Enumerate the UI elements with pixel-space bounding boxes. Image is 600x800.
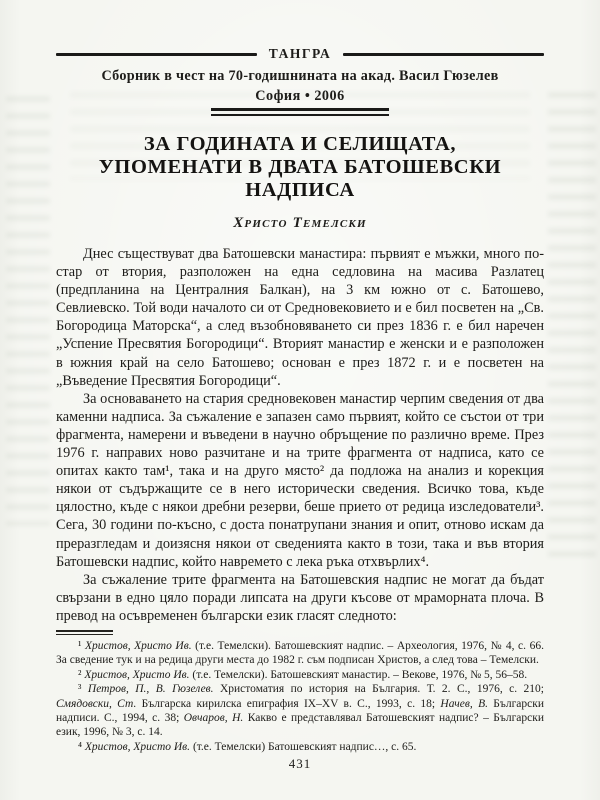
place-and-year: София • 2006 xyxy=(255,88,345,104)
article-body xyxy=(56,245,544,625)
series-title: ТАНГРА xyxy=(268,46,332,61)
footnote: ¹ Христов, Христо Ив. (т.е. Темелски). Батошевският надпис. – Археология, 1976, № 4, с. 66. За сведение тук и на редица други места до 1982 г. съм подписан Христов, а след това – Темелски. xyxy=(56,639,544,667)
paragraph: За съжаление трите фрагмента на Батошевския надпис не могат да бъдат свързани в едно цяло поради липсата на други късове от мраморната плоча. В превод на осъвременен български език гласят следното: xyxy=(56,571,544,624)
header-rule-left xyxy=(56,53,257,56)
footnote: ² Христов, Христо Ив. (т.е. Темелски). Батошевският манастир. – Векове, 1976, № 5, 56–58. xyxy=(78,668,528,681)
page-number: 431 xyxy=(288,756,312,771)
article-title-line2: УПОМЕНАТИ В ДВАТА БАТОШЕВСКИ НАДПИСА xyxy=(98,156,502,201)
footnote-separator-rule xyxy=(56,630,113,635)
article-title-line1: ЗА ГОДИНАТА И СЕЛИЩАТА, xyxy=(143,133,457,155)
header-rule-right xyxy=(343,53,544,56)
article-title xyxy=(56,133,544,202)
volume-subtitle: Сборник в чест на 70-годишнината на акад. Васил Гюзелев xyxy=(101,68,499,84)
footnote: ⁴ Христов, Христо Ив. (т.е. Темелски) Батошевският надпис…, с. 65. xyxy=(78,740,417,753)
series-header xyxy=(56,46,544,62)
footnote: ³ Петров, П., В. Гюзелев. Христоматия по история на България. Т. 2. С., 1976, с. 210; Смядовски, Ст. Българска кирилска епиграфия IX–XV в. С., 1993, с. 18; Начев, В. Български надписи. С., 1994, с. 38; Овчаров, Н. Какво е представлявал Батошевският надпис? – Български език, 1996, № 3, с. 14. xyxy=(56,683,544,739)
article-author: Христо Темелски xyxy=(233,215,367,231)
footnotes-block xyxy=(56,639,544,754)
header-double-rule xyxy=(211,108,389,116)
paragraph: Днес съществуват два Батошевски манастира: първият е мъжки, много по-стар от втория, разположен на една седловина на масива Разлатец (предпланина на Централния Балкан), на 3 км южно от с. Батошево, Севлиевско. Той води началото си от Средновековието и е бил посветен на „Св. Богородица Маторска“, а след възобновяването си през 1836 г. е бил наречен „Успение Пресвятия Богородици“. Вторият манастир е женски и е разположен в южния край на село Батошево; основан е през 1872 г. и е посветен на „Въведение Пресвятия Богородици“. xyxy=(56,246,544,389)
paragraph: За основаването на стария средновековен манастир черпим сведения от два каменни надписа. За съжаление е запазен само първият, който се състои от три фрагмента, намерени и въведени в научно обръщение по различно време. През 1976 г. направих ново разчитане и на трите фрагмента от надписа, като се опитах както там¹, така и на друго място² да подложа на анализ и корекция някои от съдържащите се в него исторически сведения. Всичко това, къде цялостно, къде с някои дребни резерви, беше прието от редица изследователи³. Сега, 30 години по-късно, с доста понатрупани знания и опит, отново искам да преразгледам и доизясня някои от сведенията както в този, така и във втория Батошевски надпис, който навремето с лека ръка отхвърлих⁴. xyxy=(56,390,544,570)
